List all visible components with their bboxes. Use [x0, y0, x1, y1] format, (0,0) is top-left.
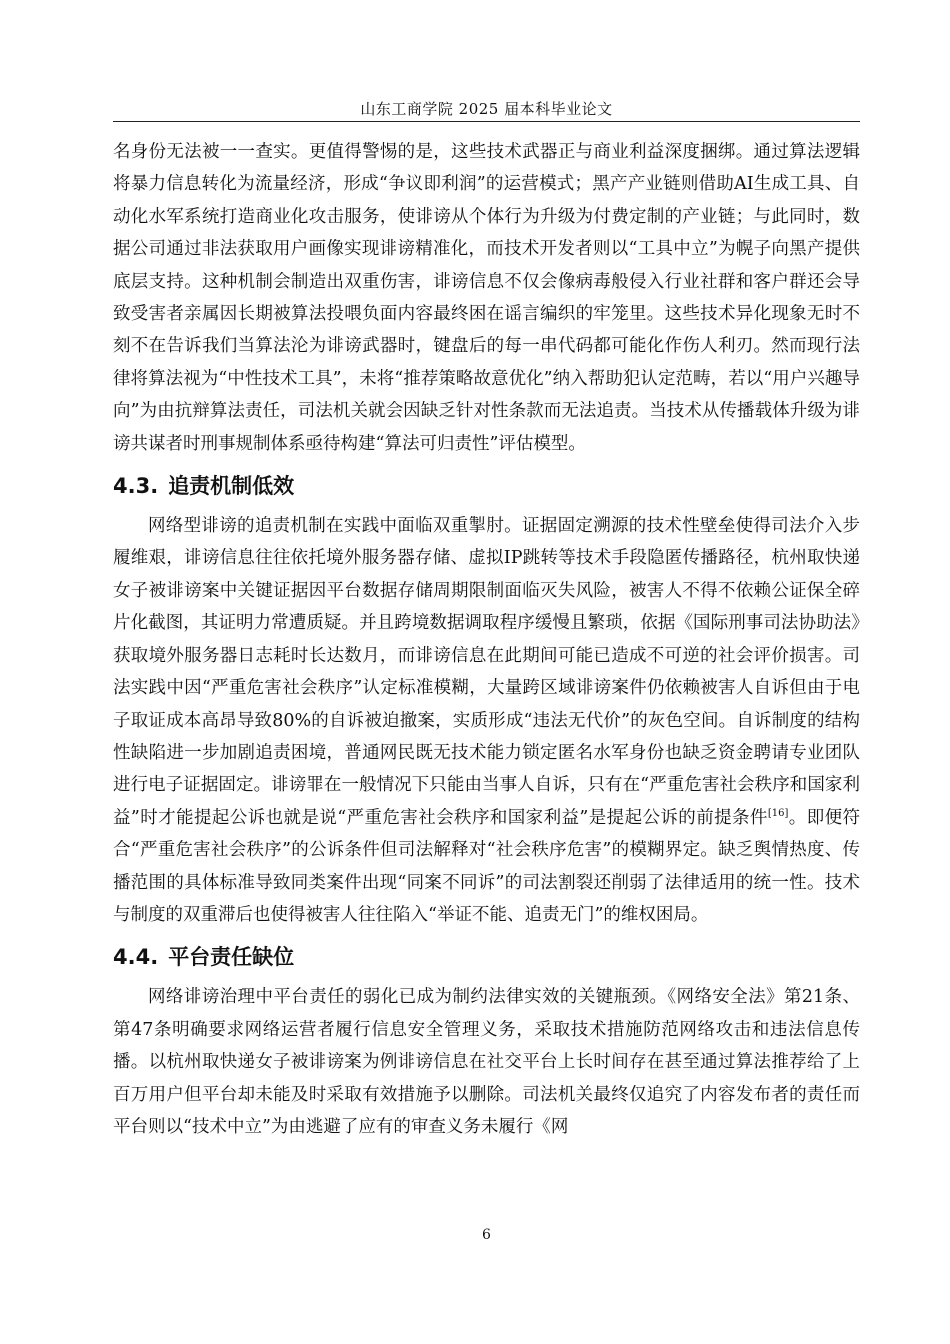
paragraph-text: 。即便符合“严重危害社会秩序”的公诉条件但司法解释对“社会秩序危害”的模糊界定。缺乏舆情热度、传播范围的具体标准导致同类案件出现“同案不同诉”的司法割裂还削弱了法律适用的统一性。技术与制度的双重滞后也使得被害人往往陷入“举证不能、追责无门”的维权困局。 — [113, 807, 861, 925]
section-title: 追责机制低效 — [168, 474, 295, 499]
section-heading-4-4 — [113, 937, 860, 977]
header-divider — [113, 121, 860, 122]
section-number: 4.3. — [113, 474, 159, 499]
page-body — [113, 136, 860, 1143]
citation-reference[interactable]: [16] — [767, 807, 789, 819]
body-paragraph: 名身份无法被一一查实。更值得警惕的是，这些技术武器正与商业利益深度捆绑。通过算法逻辑将暴力信息转化为流量经济，形成“争议即利润”的运营模式；黑产产业链则借助AI生成工具、自动化水军系统打造商业化攻击服务，使诽谤从个体行为升级为付费定制的产业链；与此同时，数据公司通过非法获取用户画像实现诽谤精准化，而技术开发者则以“工具中立”为幌子向黑产提供底层支持。这种机制会制造出双重伤害，诽谤信息不仅会像病毒般侵入行业社群和客户群还会导致受害者亲属因长期被算法投喂负面内容最终困在谣言编织的牢笼里。这些技术异化现象无时不刻不在告诉我们当算法沦为诽谤武器时，键盘后的每一串代码都可能化作伤人利刃。然而现行法律将算法视为“中性技术工具”，未将“推荐策略故意优化”纳入帮助犯认定范畴，若以“用户兴趣导向”为由抗辩算法责任，司法机关就会因缺乏针对性条款而无法追责。当技术从传播载体升级为诽谤共谋者时刑事规制体系亟待构建“算法可归责性”评估模型。 — [113, 142, 860, 454]
paragraph-text: 网络型诽谤的追责机制在实践中面临双重掣肘。证据固定溯源的技术性壁垒使得司法介入步履维艰，诽谤信息往往依托境外服务器存储、虚拟IP跳转等技术手段隐匿传播路径，杭州取快递女子被诽谤案中关键证据因平台数据存储周期限制面临灭失风险，被害人不得不依赖公证保全碎片化截图，其证明力常遭质疑。并且跨境数据调取程序缓慢且繁琐，依据《国际刑事司法协助法》获取境外服务器日志耗时长达数月，而诽谤信息在此期间可能已造成不可逆的社会评价损害。司法实践中因“严重危害社会秩序”认定标准模糊，大量跨区域诽谤案件仍依赖被害人自诉但由于电子取证成本高昂导致80%的自诉被迫撤案，实质形成“违法无代价”的灰色空间。自诉制度的结构性缺陷进一步加剧追责困境，普通网民既无技术能力锁定匿名水军身份也缺乏资金聘请专业团队进行电子证据固定。诽谤罪在一般情况下只能由当事人自诉，只有在“严重危害社会秩序和国家利益”时才能提起公诉也就是说“严重危害社会秩序和国家利益”是提起公诉的前提条件 — [113, 516, 860, 828]
section-number: 4.4. — [113, 945, 159, 970]
body-paragraph: 网络诽谤治理中平台责任的弱化已成为制约法律实效的关键瓶颈。《网络安全法》第21条、第47条明确要求网络运营者履行信息安全管理义务，采取技术措施防范网络攻击和违法信息传播。以杭州取快递女子被诽谤案为例诽谤信息在社交平台上长时间存在甚至通过算法推荐给了上百万用户但平台却未能及时采取有效措施予以删除。司法机关最终仅追究了内容发布者的责任而平台则以“技术中立”为由逃避了应有的审查义务未履行《网 — [113, 987, 860, 1137]
section-title: 平台责任缺位 — [168, 945, 295, 970]
body-paragraph — [113, 510, 860, 931]
page-header: 山东工商学院 2025 届本科毕业论文 — [360, 100, 613, 118]
section-heading-4-3 — [113, 466, 860, 506]
page-number: 6 — [482, 1227, 491, 1243]
